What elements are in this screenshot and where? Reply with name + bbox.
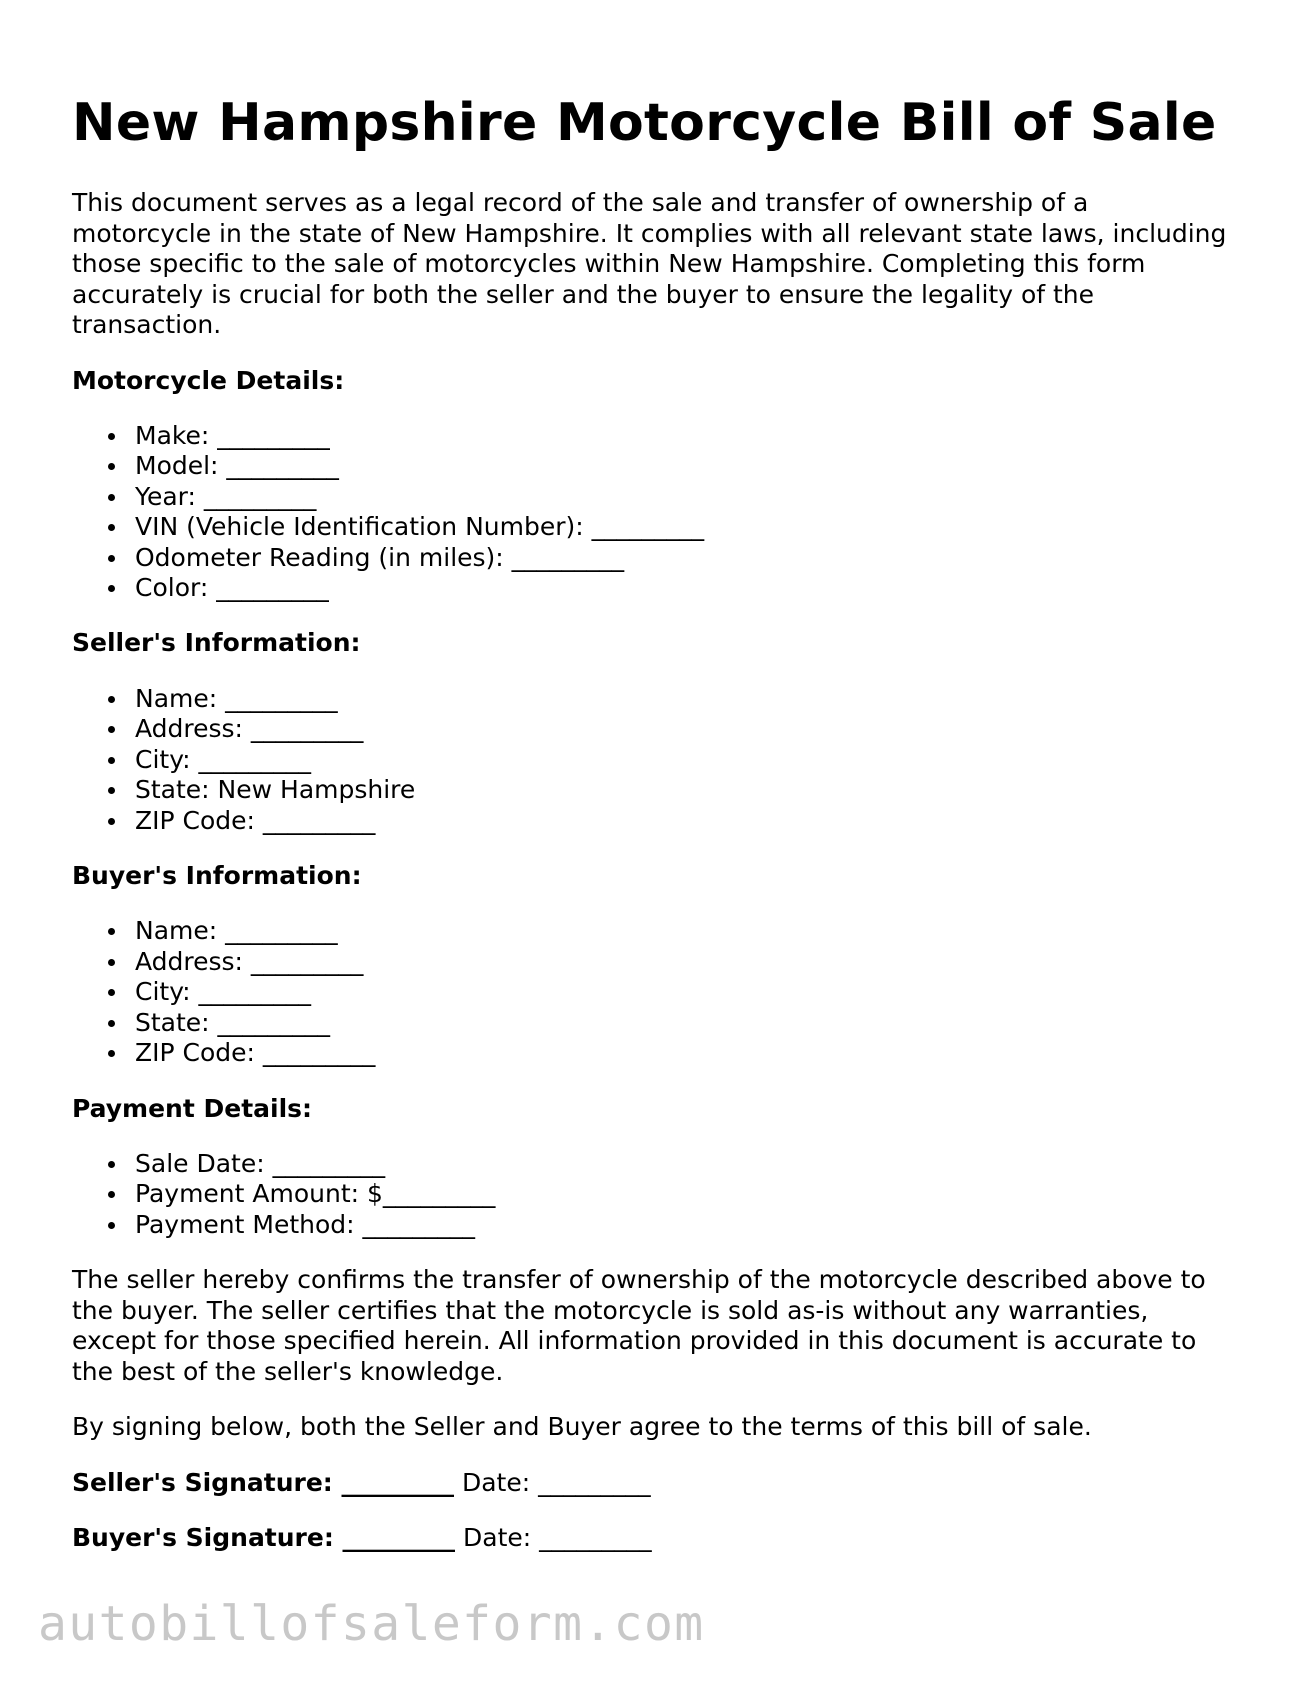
buyer-info-list xyxy=(72,916,1232,1068)
seller-info-heading: Seller's Information: xyxy=(72,628,361,658)
list-item: Name: _________ xyxy=(135,684,1232,714)
list-item: Odometer Reading (in miles): _________ xyxy=(135,543,1232,573)
payment-details-heading: Payment Details: xyxy=(72,1093,313,1123)
buyer-signature-label: Buyer's Signature: _________ xyxy=(72,1523,456,1553)
document-page xyxy=(72,88,1232,1554)
list-item: ZIP Code: _________ xyxy=(135,1038,1232,1068)
list-item: State: _________ xyxy=(135,1008,1232,1038)
motorcycle-details-heading: Motorcycle Details: xyxy=(72,365,345,395)
motorcycle-details-list xyxy=(72,421,1232,603)
list-item: Make: _________ xyxy=(135,421,1232,451)
agreement-statement: By signing below, both the Seller and Buyer agree to the terms of this bill of sale. xyxy=(72,1412,1092,1442)
list-item: State: New Hampshire xyxy=(135,775,1232,805)
list-item: City: _________ xyxy=(135,745,1232,775)
list-item: Sale Date: _________ xyxy=(135,1149,1232,1179)
buyer-info-heading: Buyer's Information: xyxy=(72,860,362,890)
seller-info-list xyxy=(72,684,1232,836)
buyer-date-field: Date: _________ xyxy=(455,1523,652,1553)
list-item: Payment Amount: $_________ xyxy=(135,1179,1232,1209)
seller-signature-line xyxy=(72,1468,1232,1499)
seller-date-field: Date: _________ xyxy=(454,1467,651,1497)
list-item: Name: _________ xyxy=(135,916,1232,946)
list-item: VIN (Vehicle Identification Number): _________ xyxy=(135,512,1232,542)
list-item: ZIP Code: _________ xyxy=(135,806,1232,836)
transfer-statement: The seller hereby confirms the transfer of ownership of the motorcycle described above to the buyer. The seller certifies that the motorcycle is sold as-is without any warranties, except for those specified herein. All information provided in this document is accurate to the best of the seller's knowledge. xyxy=(72,1265,1206,1386)
list-item: Address: _________ xyxy=(135,947,1232,977)
list-item: Year: _________ xyxy=(135,482,1232,512)
document-title: New Hampshire Motorcycle Bill of Sale xyxy=(72,93,1217,153)
buyer-signature-line xyxy=(72,1523,1232,1554)
payment-details-list xyxy=(72,1149,1232,1240)
intro-paragraph: This document serves as a legal record of the sale and transfer of ownership of a motorcycle in the state of New Hampshire. It complies with all relevant state laws, including those specific to the sale of motorcycles within New Hampshire. Completing this form accurately is crucial for both the seller and the buyer to ensure the legality of the transaction. xyxy=(72,188,1227,339)
seller-signature-label: Seller's Signature: _________ xyxy=(72,1467,454,1497)
list-item: Address: _________ xyxy=(135,714,1232,744)
watermark: autobillofsaleform.com xyxy=(38,1596,705,1652)
list-item: Model: _________ xyxy=(135,451,1232,481)
list-item: Payment Method: _________ xyxy=(135,1210,1232,1240)
list-item: Color: _________ xyxy=(135,573,1232,603)
list-item: City: _________ xyxy=(135,977,1232,1007)
